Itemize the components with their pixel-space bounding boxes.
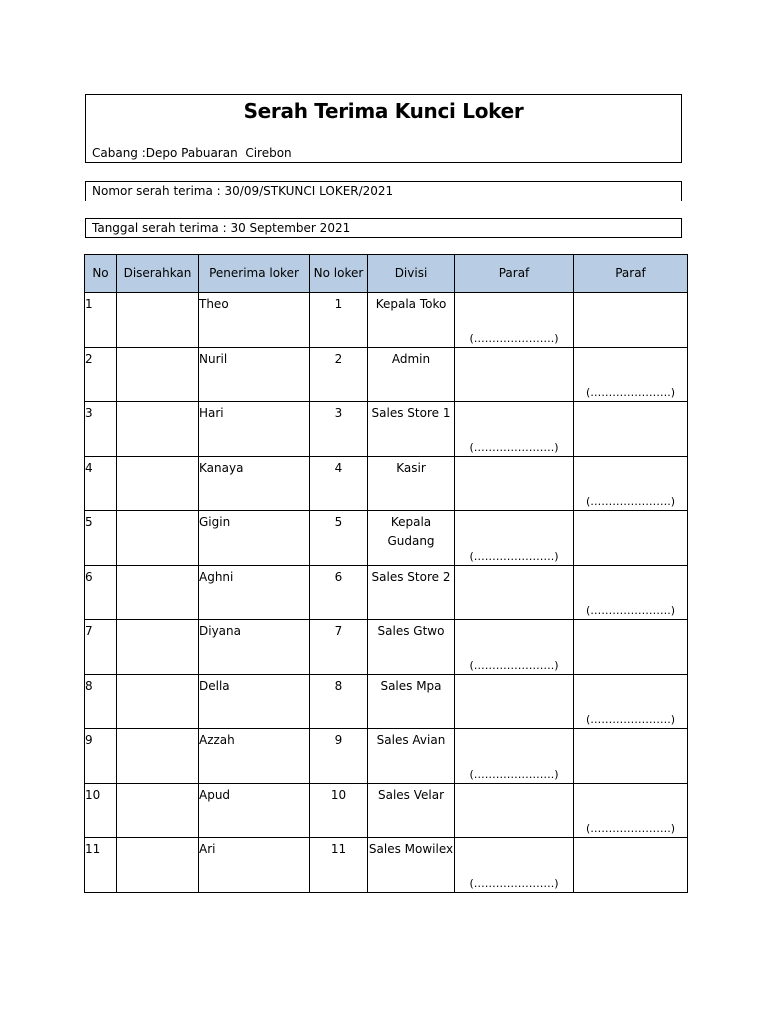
header-no: No [85, 255, 117, 293]
header-penerima: Penerima loker [199, 255, 310, 293]
paraf-cell-2 [574, 783, 688, 838]
receiver-name: Nuril [199, 347, 310, 402]
division: Kepala Toko [368, 293, 455, 348]
division: Sales Store 2 [368, 565, 455, 620]
division: Sales Avian [368, 729, 455, 784]
division: Kepala Gudang [368, 511, 455, 566]
header-diserahkan: Diserahkan [117, 255, 199, 293]
locker-number: 9 [310, 729, 368, 784]
table-row [85, 620, 688, 675]
paraf-cell-2 [574, 293, 688, 348]
table-row [85, 511, 688, 566]
paraf-cell-1 [455, 402, 574, 457]
receiver-name: Gigin [199, 511, 310, 566]
paraf-cell-1 [455, 347, 574, 402]
paraf-cell-1 [455, 783, 574, 838]
table-body [85, 293, 688, 893]
branch-label: Cabang :Depo Pabuaran Cirebon [92, 146, 292, 160]
locker-number: 11 [310, 838, 368, 893]
signature-placeholder: (………………….) [585, 822, 676, 835]
diserahkan-cell [117, 729, 199, 784]
paraf-cell-1 [455, 729, 574, 784]
row-number: 3 [85, 402, 117, 457]
signature-placeholder: (………………….) [469, 549, 559, 563]
paraf-cell-1 [455, 511, 574, 566]
paraf-cell-2 [574, 674, 688, 729]
signature-placeholder: (………………….) [469, 440, 559, 454]
locker-number: 2 [310, 347, 368, 402]
division: Admin [368, 347, 455, 402]
paraf-cell-1 [455, 456, 574, 511]
paraf-cell-2 [574, 838, 688, 893]
division: Sales Store 1 [368, 402, 455, 457]
row-number: 11 [85, 838, 117, 893]
paraf-cell-2 [574, 402, 688, 457]
locker-number: 3 [310, 402, 368, 457]
row-number: 6 [85, 565, 117, 620]
paraf-cell-1 [455, 838, 574, 893]
paraf-cell-2 [574, 565, 688, 620]
division: Sales Mpa [368, 674, 455, 729]
paraf-cell-2 [574, 511, 688, 566]
signature-placeholder: (………………….) [585, 495, 676, 508]
diserahkan-cell [117, 347, 199, 402]
table-row [85, 729, 688, 784]
locker-number: 7 [310, 620, 368, 675]
receiver-name: Aghni [199, 565, 310, 620]
handover-number: Nomor serah terima : 30/09/STKUNCI LOKER/2021 [85, 181, 682, 201]
row-number: 7 [85, 620, 117, 675]
row-number: 1 [85, 293, 117, 348]
diserahkan-cell [117, 565, 199, 620]
diserahkan-cell [117, 511, 199, 566]
table-row [85, 783, 688, 838]
division: Sales Mowilex [368, 838, 455, 893]
diserahkan-cell [117, 456, 199, 511]
table-row [85, 456, 688, 511]
locker-number: 1 [310, 293, 368, 348]
receiver-name: Apud [199, 783, 310, 838]
receiver-name: Kanaya [199, 456, 310, 511]
paraf-cell-1 [455, 620, 574, 675]
table-row [85, 565, 688, 620]
diserahkan-cell [117, 620, 199, 675]
header-paraf-1: Paraf [455, 255, 574, 293]
locker-number: 5 [310, 511, 368, 566]
document-header [85, 94, 682, 163]
locker-number: 10 [310, 783, 368, 838]
table-header-row [85, 255, 688, 293]
signature-placeholder: (………………….) [469, 767, 559, 781]
header-no-loker: No loker [310, 255, 368, 293]
row-number: 5 [85, 511, 117, 566]
division: Kasir [368, 456, 455, 511]
signature-placeholder: (………………….) [469, 658, 559, 672]
locker-number: 8 [310, 674, 368, 729]
division: Sales Velar [368, 783, 455, 838]
table-row [85, 674, 688, 729]
receiver-name: Ari [199, 838, 310, 893]
row-number: 4 [85, 456, 117, 511]
row-number: 2 [85, 347, 117, 402]
table-row [85, 293, 688, 348]
paraf-cell-2 [574, 620, 688, 675]
table-row [85, 402, 688, 457]
header-paraf-2: Paraf [574, 255, 688, 293]
receiver-name: Theo [199, 293, 310, 348]
receiver-name: Diyana [199, 620, 310, 675]
diserahkan-cell [117, 783, 199, 838]
paraf-cell-1 [455, 293, 574, 348]
table-row [85, 347, 688, 402]
receiver-name: Azzah [199, 729, 310, 784]
locker-handover-table [84, 254, 688, 893]
division: Sales Gtwo [368, 620, 455, 675]
signature-placeholder: (………………….) [469, 331, 559, 345]
receiver-name: Della [199, 674, 310, 729]
paraf-cell-1 [455, 565, 574, 620]
header-divisi: Divisi [368, 255, 455, 293]
diserahkan-cell [117, 674, 199, 729]
diserahkan-cell [117, 838, 199, 893]
diserahkan-cell [117, 402, 199, 457]
row-number: 10 [85, 783, 117, 838]
receiver-name: Hari [199, 402, 310, 457]
paraf-cell-2 [574, 456, 688, 511]
row-number: 9 [85, 729, 117, 784]
row-number: 8 [85, 674, 117, 729]
signature-placeholder: (………………….) [585, 386, 676, 399]
paraf-cell-2 [574, 347, 688, 402]
table-row [85, 838, 688, 893]
paraf-cell-1 [455, 674, 574, 729]
paraf-cell-2 [574, 729, 688, 784]
diserahkan-cell [117, 293, 199, 348]
locker-number: 6 [310, 565, 368, 620]
signature-placeholder: (………………….) [585, 604, 676, 617]
handover-date: Tanggal serah terima : 30 September 2021 [85, 218, 682, 238]
signature-placeholder: (………………….) [585, 713, 676, 726]
signature-placeholder: (………………….) [469, 876, 559, 890]
document-title: Serah Terima Kunci Loker [243, 99, 524, 123]
locker-number: 4 [310, 456, 368, 511]
